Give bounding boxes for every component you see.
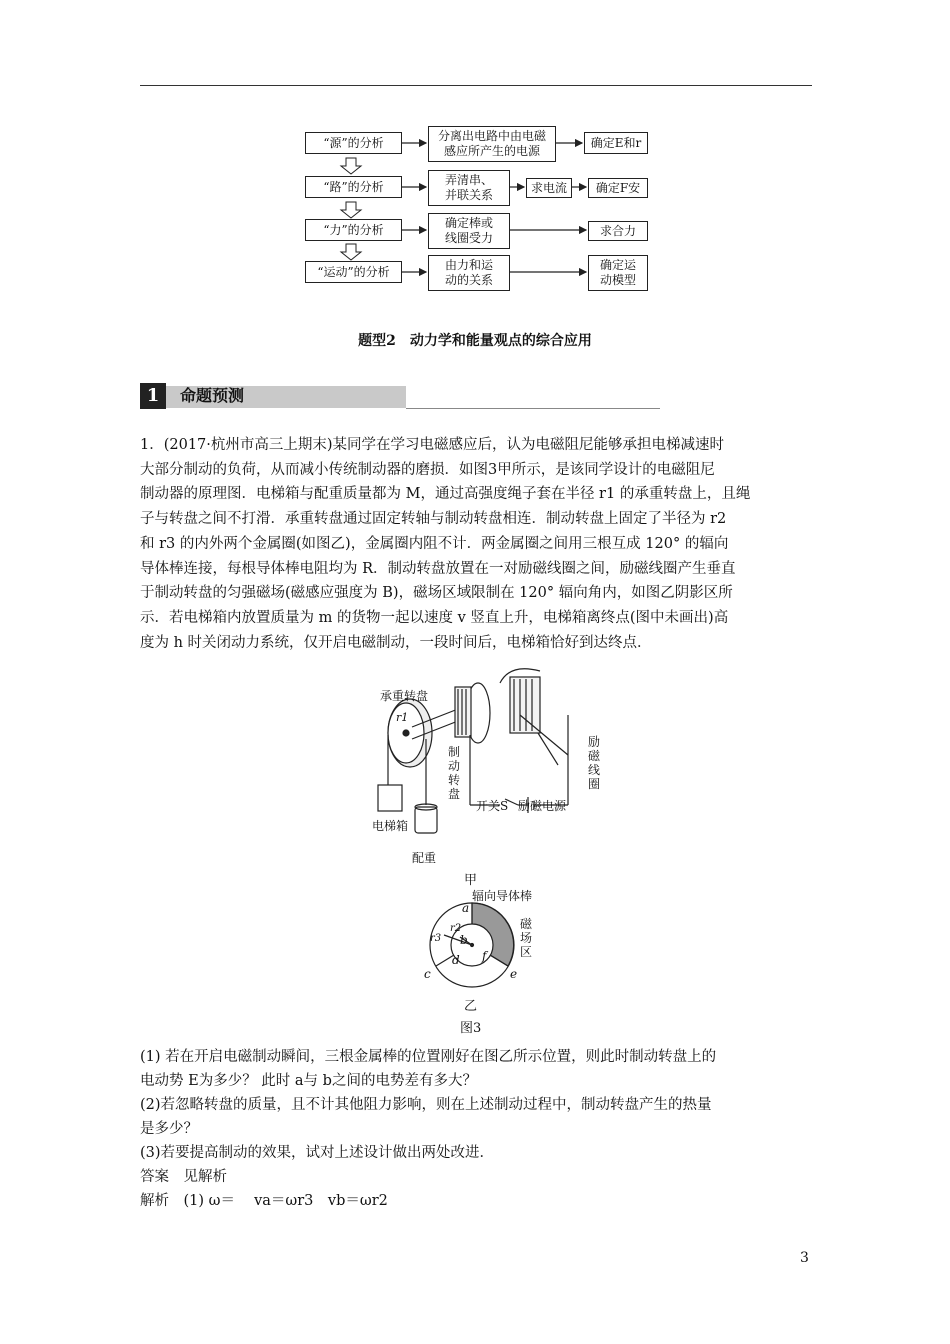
problem-line: 1．(2017·杭州市高三上期末)某同学在学习电磁感应后，认为电磁阻尼能够承担电梯减速时	[140, 437, 725, 453]
flow-text: 动的关系	[444, 273, 493, 287]
banner-text: 命题预测	[180, 386, 245, 405]
label-brake-disk	[448, 745, 462, 801]
flow-motion-mid	[428, 255, 510, 291]
label-a: a	[462, 901, 470, 915]
flow-text: 线圈受力	[444, 231, 493, 245]
answer-line: 答案 见解析	[140, 1169, 227, 1185]
problem-line: 度为 h 时关闭动力系统，仅开启电磁制动，一段时间后，电梯箱恰好到达终点．	[140, 634, 652, 651]
label-char: 励	[588, 735, 601, 749]
label-char: 场	[520, 931, 533, 945]
flow-text: 动模型	[599, 273, 636, 287]
flow-path-current: 求电流	[526, 178, 572, 198]
flow-motion-label: “运动”的分析	[305, 261, 402, 283]
problem-line: 子与转盘之间不打滑．承重转盘通过固定转轴与制动转盘相连．制动转盘上固定了半径为 r2	[140, 511, 727, 528]
label-elevator-box: 电梯箱	[372, 819, 409, 833]
label-c: c	[424, 967, 431, 981]
label-r3: r3	[430, 933, 442, 944]
questions	[140, 1045, 812, 1213]
header-rule	[140, 85, 812, 86]
label-char: 区	[520, 945, 533, 959]
flow-path-end: 确定F安	[588, 178, 648, 198]
section-title: 题型2 动力学和能量观点的综合应用	[358, 333, 592, 349]
label-coil	[588, 735, 602, 791]
problem-line: 大部分制动的负荷，从而减小传统制动器的磨损．如图3甲所示，是该同学设计的电磁阻尼	[140, 461, 715, 478]
page-number: 3	[800, 1250, 809, 1266]
question-line: (1) 若在开启电磁制动瞬间，三根金属棒的位置刚好在图乙所示位置，则此时制动转盘上的	[140, 1049, 717, 1065]
problem-line: 制动器的原理图．电梯箱与配重质量都为 M，通过高强度绳子套在半径 r1 的承重转盘上，且绳	[140, 486, 751, 503]
flowchart	[300, 122, 660, 302]
problem-line: 于制动转盘的匀强磁场(磁感应强度为 B)，磁场区域限制在 120° 辐向角内，如图乙阴影区所	[140, 585, 733, 602]
label-char: 圈	[588, 777, 601, 791]
label-r2: r2	[450, 923, 462, 934]
label-r1: r1	[396, 711, 409, 724]
label-e: e	[510, 967, 518, 981]
problem-text	[140, 433, 812, 655]
flow-text: 分离出电路中由电磁	[437, 129, 546, 143]
flow-force-mid	[428, 213, 510, 249]
question-line: 是多少？	[140, 1121, 198, 1137]
flow-text: 并联关系	[444, 188, 493, 202]
label-char: 线	[588, 763, 601, 777]
label-counterweight: 配重	[412, 851, 437, 865]
flow-text: 确定运	[599, 258, 636, 272]
question-line: 电动势 E为多少？ 此时 a与 b之间的电势差有多大？	[140, 1073, 477, 1089]
label-d: d	[452, 953, 460, 967]
label-char: 动	[448, 759, 461, 773]
banner-number: 1	[140, 383, 166, 409]
problem-line: 和 r3 的内外两个金属圈(如图乙)，金属圈内阻不计．两金属圈之间用三根互成 120° 的辐向	[140, 535, 729, 552]
label-source: 励磁电源	[518, 799, 567, 813]
banner-line	[406, 408, 660, 409]
problem-line: 示．若电梯箱内放置质量为 m 的货物一起以速度 v 竖直上升，电梯箱离终点(图中未画出)高	[140, 609, 729, 626]
analysis-line: 解析 (1) ω＝ va＝ωr3 vb＝ωr2	[140, 1193, 388, 1209]
flow-text: 由力和运	[444, 258, 493, 272]
caption-yi: 乙	[464, 999, 478, 1014]
flow-motion-end	[588, 255, 648, 291]
problem-line: 导体棒连接，每根导体棒电阻均为 R．制动转盘放置在一对励磁线圈之间，励磁线圈产生垂直	[140, 560, 736, 577]
question-line: (2)若忽略转盘的质量，且不计其他阻力影响，则在上述制动过程中，制动转盘产生的热量	[140, 1097, 712, 1113]
flow-text: 感应所产生的电源	[443, 144, 540, 158]
figure-3	[360, 655, 610, 1035]
flow-path-label: “路”的分析	[305, 176, 402, 198]
label-disk: 承重转盘	[380, 689, 429, 703]
flow-force-end: 求合力	[588, 221, 648, 241]
flow-text: 弄清串、	[444, 173, 493, 187]
flow-source-mid	[428, 126, 556, 162]
flow-path-mid	[428, 170, 510, 206]
label-b: b	[460, 933, 468, 947]
label-f: f	[482, 949, 487, 963]
label-switch: 开关S	[476, 799, 509, 813]
label-char: 磁	[588, 749, 601, 763]
label-char: 盘	[448, 787, 461, 801]
question-line: (3)若要提高制动的效果，试对上述设计做出两处改进．	[140, 1145, 495, 1161]
flow-source-label: “源”的分析	[305, 132, 402, 154]
label-char: 制	[448, 745, 461, 759]
flow-text: 确定棒或	[444, 216, 493, 230]
flow-force-label: “力”的分析	[305, 219, 402, 241]
label-char: 磁	[520, 917, 533, 931]
flow-source-end: 确定E和r	[584, 132, 648, 154]
label-field-region	[520, 917, 534, 959]
figure-caption: 图3	[460, 1021, 482, 1036]
label-char: 转	[448, 773, 461, 787]
caption-jia: 甲	[464, 873, 478, 888]
label-radial-rod: 辐向导体棒	[472, 889, 533, 903]
section-banner	[140, 383, 520, 409]
